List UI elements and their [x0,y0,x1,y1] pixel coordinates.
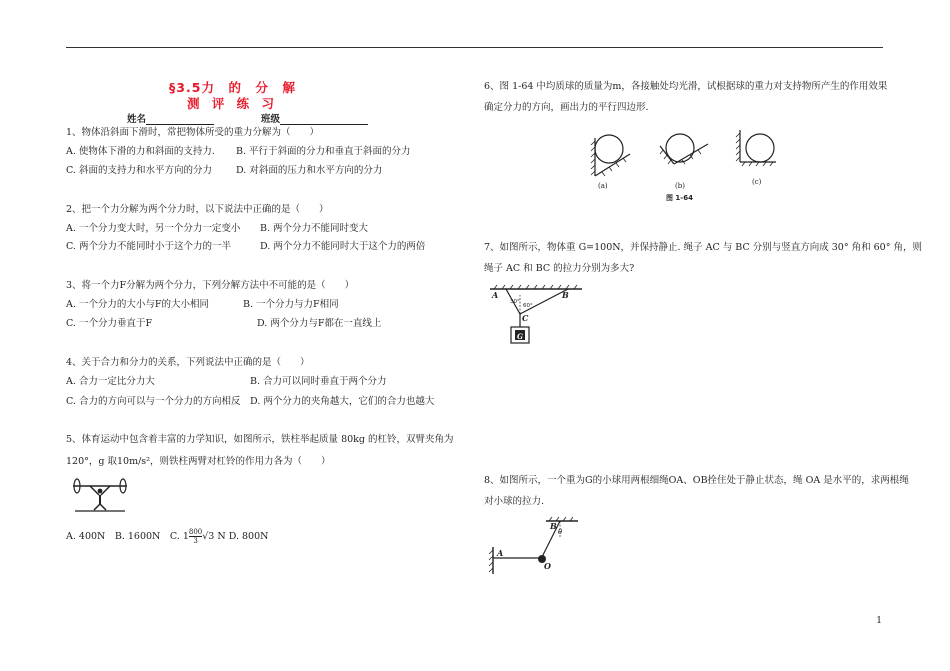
q5-stem-line1: 5、体育运动中包含着丰富的力学知识，如图所示，铁柱举起质量 80kg 的杠铃，双臂夹角为 [66,434,454,445]
q3-option-a[interactable]: A. 一个分力的大小与F的大小相同 [66,299,209,310]
q7-figure [486,283,586,345]
q1-option-b[interactable]: B. 平行于斜面的分力和垂直于斜面的分力 [236,146,411,157]
q7-label-c: C [522,313,529,323]
name-field[interactable] [127,111,214,125]
page-number: 1 [876,616,882,626]
q2-stem: 2、把一个力分解为两个分力时，以下说法中正确的是（ ） [66,204,329,215]
q1-option-a[interactable]: A. 使物体下滑的力和斜面的支持力. [66,146,215,157]
q3-option-c[interactable]: C. 一个分力垂直于F [66,318,153,329]
class-blank[interactable] [280,114,368,125]
header-rule [66,47,883,48]
name-blank[interactable] [146,114,214,125]
q1-stem: 1、物体沿斜面下滑时，常把物体所受的重力分解为（ ） [66,127,320,138]
q8-label-b: B [550,521,557,531]
q7-label-g: G [517,332,523,341]
name-label: 姓名 [127,114,147,125]
q5-options [66,528,268,545]
page-title: §3.5力 的 分 解 [169,80,296,95]
q7-line1: 7、如图所示，物体重 G=100N，并保持静止. 绳子 AC 与 BC 分别与竖直方向成 30° 角和 60° 角，则 [484,242,922,253]
q8-label-o: O [544,561,551,571]
q6-line2: 确定分力的方向，画出力的平行四边形. [484,102,649,113]
q1-option-d[interactable]: D. 对斜面的压力和水平方向的分力 [236,165,383,176]
q5-stem-line2: 120°，g 取10m/s²，则铁柱两臂对杠铃的作用力各为（ ） [66,456,331,467]
q5-options-ab[interactable]: A. 400N B. 1600N C. 1 [66,531,189,542]
q4-option-d[interactable]: D. 两个分力的夹角越大，它们的合力也越大 [250,396,435,407]
q7-label-a: A [492,290,499,300]
q2-option-a[interactable]: A. 一个分力变大时，另一个分力一定变小 [66,223,241,234]
page-subtitle: 测 评 练 习 [186,96,279,111]
q6-line1: 6、图 1-64 中均质球的质量为m，各接触处均光滑，试根据球的重力对支持物所产生的作用效果 [484,81,888,92]
q8-line2: 对小球的拉力. [484,496,545,507]
q5-frac-num: 800 [188,528,203,536]
q7-angle-30: 30° [510,299,520,305]
q3-option-d[interactable]: D. 两个分力与F都在一直线上 [257,318,382,329]
q2-option-d[interactable]: D. 两个分力不能同时大于这个力的两倍 [260,241,426,252]
q6-label-b: (b) [675,182,685,190]
q2-option-b[interactable]: B. 两个分力不能同时变大 [260,223,369,234]
q2-option-c[interactable]: C. 两个分力不能同时小于这个力的一半 [66,241,231,252]
q5-options-cd[interactable]: √3 N D. 800N [202,531,269,542]
q1-option-c[interactable]: C. 斜面的支持力和水平方向的分力 [66,165,212,176]
q8-figure [486,517,586,577]
q4-option-b[interactable]: B. 合力可以同时垂直于两个分力 [250,376,387,387]
q5-frac-den: 3 [193,537,198,545]
q4-option-a[interactable]: A. 合力一定比分力大 [66,376,155,387]
q8-angle-theta: θ [558,528,563,536]
q7-angle-60: 60° [523,303,533,309]
q8-label-a: A [497,548,504,558]
q7-line2: 绳子 AC 和 BC 的拉力分别为多大? [484,263,635,274]
class-label: 班级 [261,114,281,125]
q4-stem: 4、关于合力和分力的关系，下列说法中正确的是（ ） [66,357,310,368]
q5-fraction [189,528,202,545]
q8-line1: 8、如图所示，一个重为G的小球用两根细绳OA、OB拴住处于静止状态，绳 OA 是水平的，求两根绳 [484,475,909,486]
q4-option-c[interactable]: C. 合力的方向可以与一个分力的方向相反 [66,396,241,407]
q6-caption: 图 1-64 [666,194,693,202]
q6-label-c: (c) [752,178,762,186]
class-field[interactable] [261,111,368,125]
q6-figure [590,126,780,204]
barbell-figure [70,474,130,514]
q3-option-b[interactable]: B. 一个分力与力F相同 [243,299,339,310]
q3-stem: 3、将一个力F分解为两个分力，下列分解方法中不可能的是（ ） [66,280,355,291]
q6-label-a: (a) [598,182,608,190]
q7-label-b: B [562,290,569,300]
